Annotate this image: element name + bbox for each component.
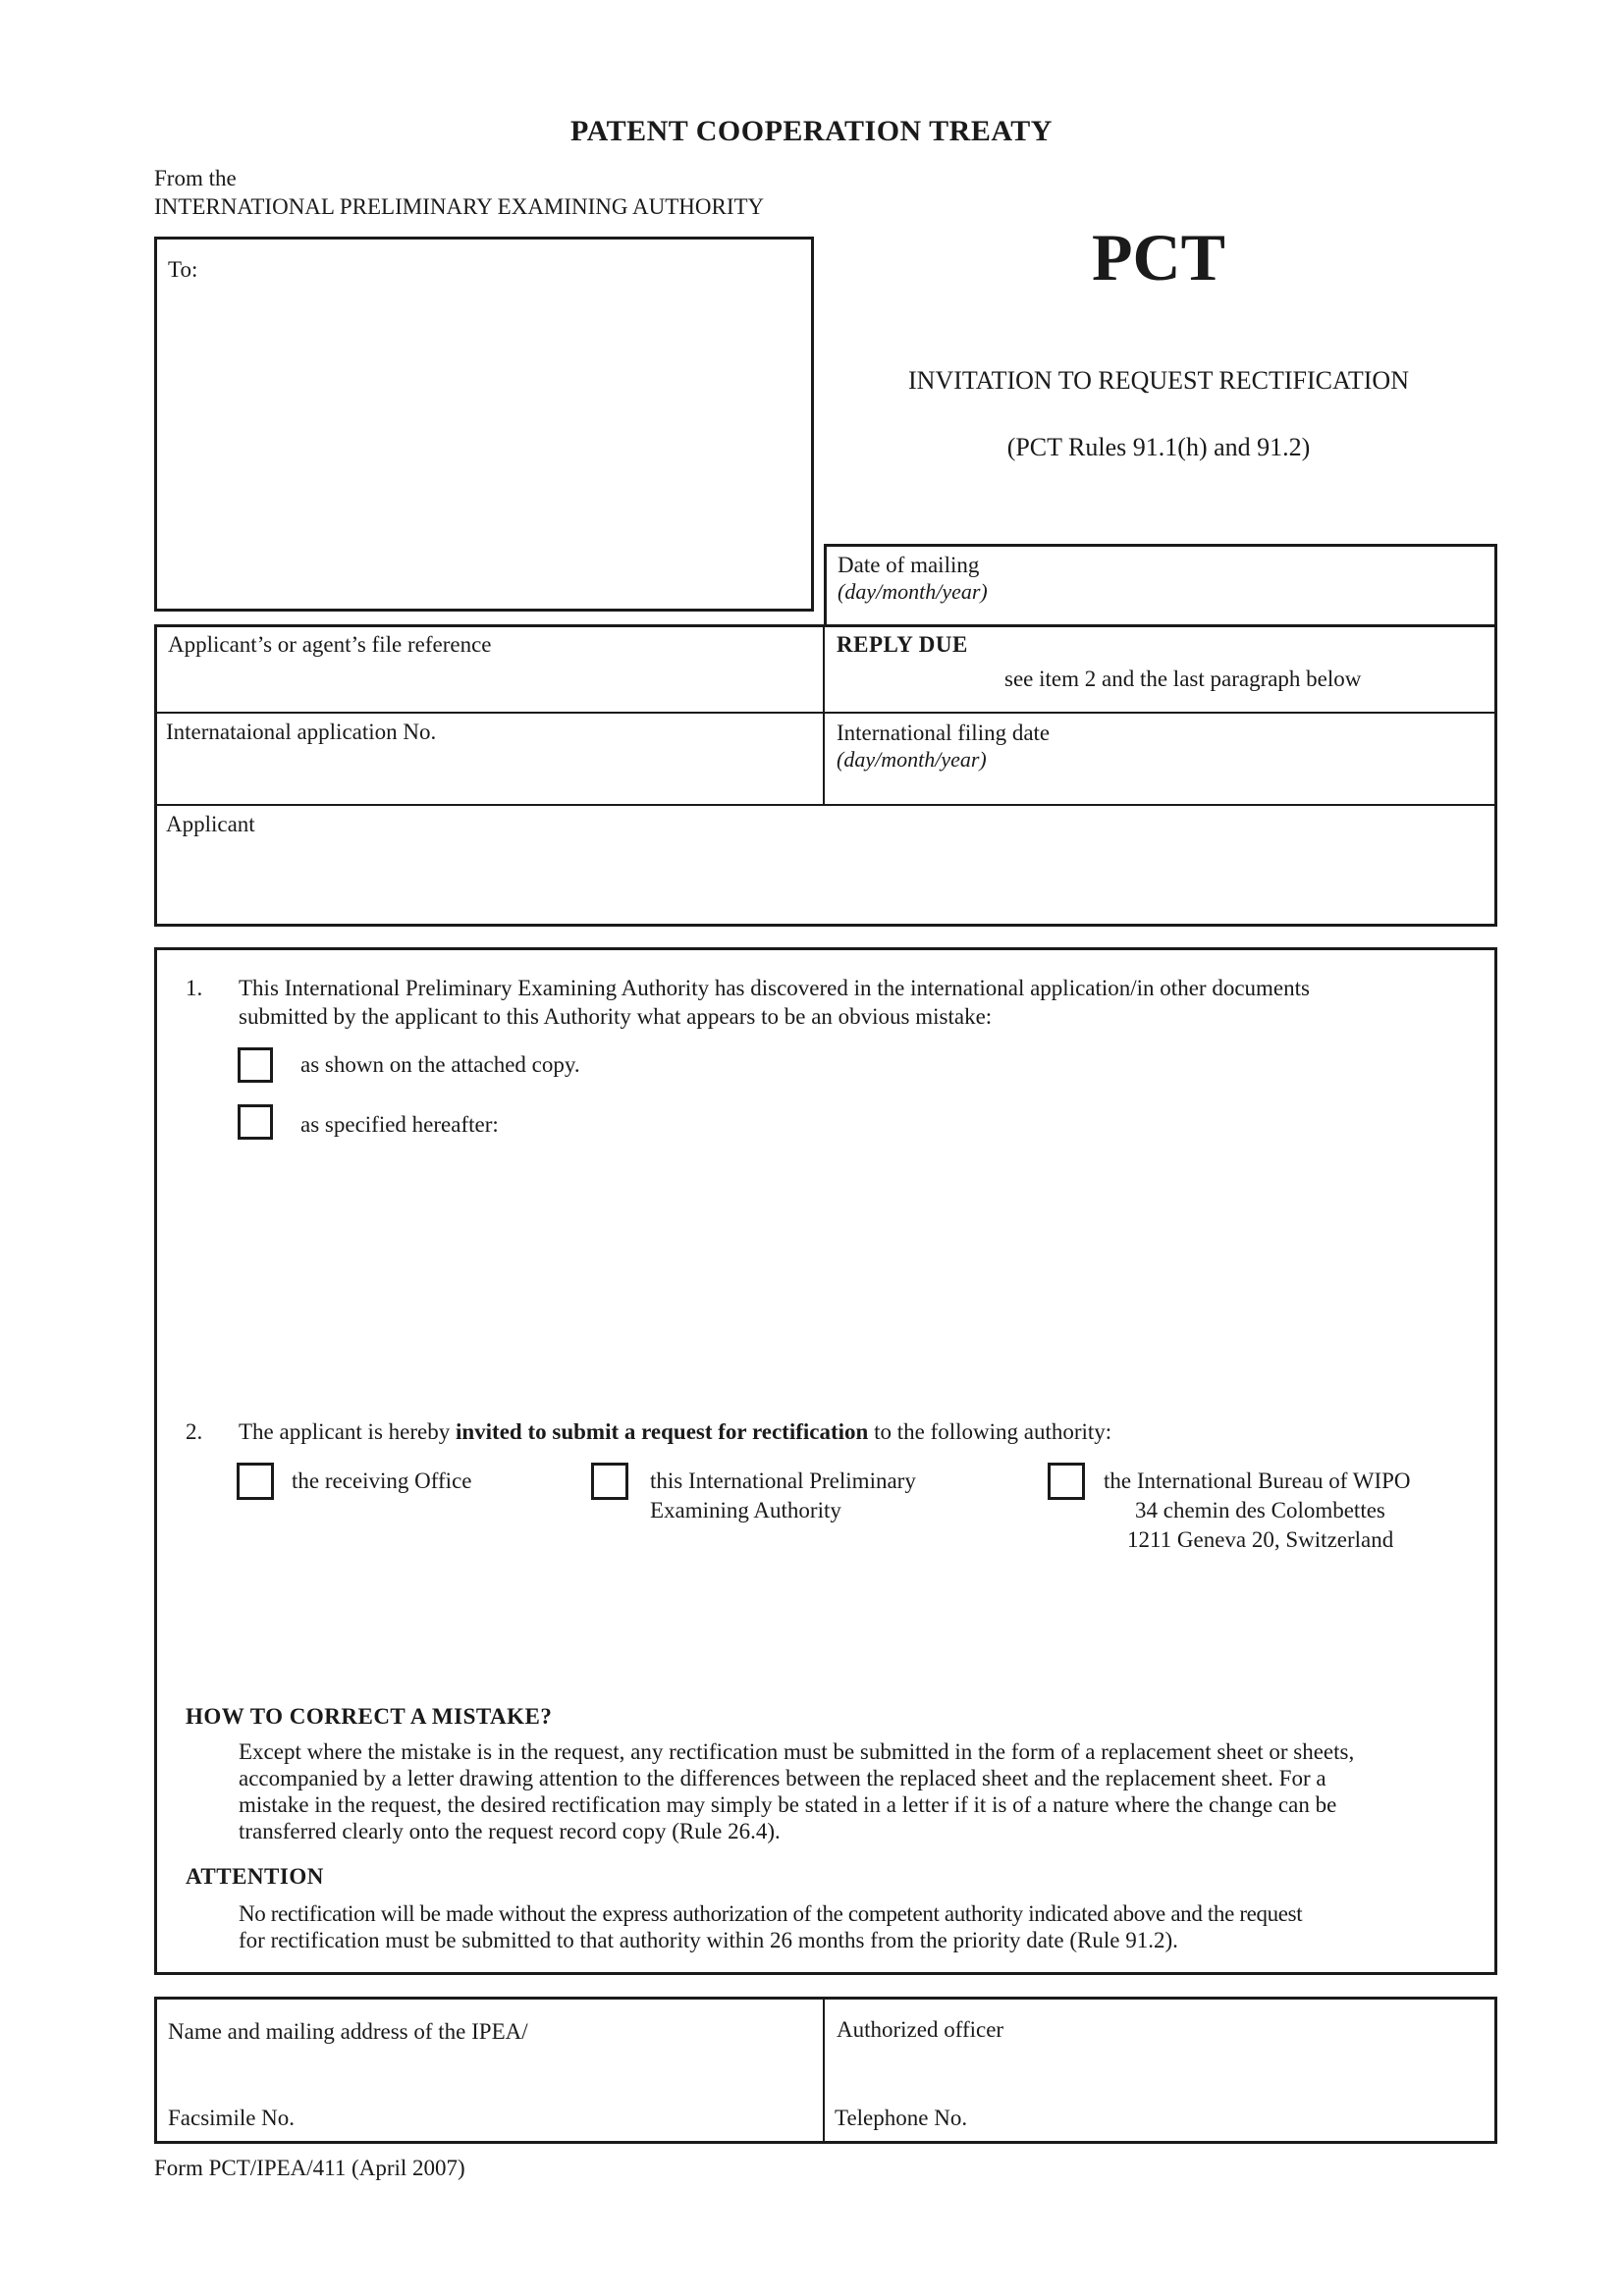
label-ib-line-3: 1211 Geneva 20, Switzerland xyxy=(1127,1527,1394,1552)
label-ib-line-1: the International Bureau of WIPO xyxy=(1104,1468,1411,1493)
label-ipea-line-2: Examining Authority xyxy=(650,1498,841,1522)
item-1-number: 1. xyxy=(186,976,203,1000)
item-2-number: 2. xyxy=(186,1419,203,1444)
checkbox-attached-copy[interactable] xyxy=(238,1047,273,1083)
checkbox-specified-hereafter[interactable] xyxy=(238,1104,273,1140)
grid-divider-1 xyxy=(154,712,1497,714)
facsimile-field[interactable]: Facsimile No. xyxy=(168,2106,296,2130)
application-no-field[interactable]: Internataional application No. xyxy=(166,720,437,744)
label-receiving-office: the receiving Office xyxy=(292,1468,472,1493)
from-line-2: INTERNATIONAL PRELIMINARY EXAMINING AUTHORITY xyxy=(154,194,765,219)
howto-line-3: mistake in the request, the desired rectification may simply be stated in a letter if it is of a nature where the change can be xyxy=(239,1792,1337,1817)
checkbox-international-bureau[interactable] xyxy=(1048,1463,1085,1500)
item-2-text-bold: invited to submit a request for rectification xyxy=(455,1419,869,1444)
ipea-address-field[interactable]: Name and mailing address of the IPEA/ xyxy=(168,2019,528,2044)
grid-divider-2 xyxy=(154,804,1497,806)
item-2-text-after: to the following authority: xyxy=(868,1419,1112,1444)
checkbox-ipea[interactable] xyxy=(591,1463,628,1500)
filing-date-format: (day/month/year) xyxy=(837,747,987,772)
treaty-title: PATENT COOPERATION TREATY xyxy=(570,115,1053,147)
form-rules: (PCT Rules 91.1(h) and 91.2) xyxy=(1006,433,1311,461)
form-identifier: Form PCT/IPEA/411 (April 2007) xyxy=(154,2156,465,2180)
to-address-box[interactable] xyxy=(154,237,814,612)
grid-vertical-divider xyxy=(823,624,825,805)
label-specified-hereafter: as specified hereafter: xyxy=(300,1112,499,1137)
label-ipea-line-1: this International Preliminary xyxy=(650,1468,916,1493)
label-ib-line-2: 34 chemin des Colombettes xyxy=(1135,1498,1385,1522)
attention-heading: ATTENTION xyxy=(186,1864,324,1889)
howto-line-1: Except where the mistake is in the request, any rectification must be submitted in the form of a replacement sheet or sheets, xyxy=(239,1739,1355,1764)
checkbox-receiving-office[interactable] xyxy=(237,1463,274,1500)
date-of-mailing-format: (day/month/year) xyxy=(838,579,988,604)
applicant-field[interactable]: Applicant xyxy=(166,812,255,836)
footer-vertical-divider xyxy=(823,1997,825,2144)
filing-date-field[interactable]: International filing date xyxy=(837,721,1051,745)
attention-line-2: for rectification must be submitted to that authority within 26 months from the priority date (Rule 91.2). xyxy=(239,1928,1178,1952)
reply-due-note: see item 2 and the last paragraph below xyxy=(1004,667,1362,691)
authorized-officer-field[interactable]: Authorized officer xyxy=(837,2017,1004,2042)
from-line-1: From the xyxy=(154,166,237,190)
howto-heading: HOW TO CORRECT A MISTAKE? xyxy=(186,1704,553,1729)
label-attached-copy: as shown on the attached copy. xyxy=(300,1052,580,1077)
file-reference-field[interactable]: Applicant’s or agent’s file reference xyxy=(168,632,492,657)
item-1-text-line-2: submitted by the applicant to this Authority what appears to be an obvious mistake: xyxy=(239,1004,993,1029)
to-label: To: xyxy=(168,257,198,282)
howto-line-4: transferred clearly onto the request record copy (Rule 26.4). xyxy=(239,1819,781,1843)
telephone-field[interactable]: Telephone No. xyxy=(835,2106,968,2130)
howto-line-2: accompanied by a letter drawing attention to the differences between the replaced sheet and the replacement sheet. For a xyxy=(239,1766,1326,1790)
date-of-mailing-label: Date of mailing xyxy=(838,553,980,577)
attention-line-1: No rectification will be made without the express authorization of the competent authority indicated above and the request xyxy=(239,1901,1303,1926)
item-2-text-before: The applicant is hereby xyxy=(239,1419,456,1444)
form-title: INVITATION TO REQUEST RECTIFICATION xyxy=(908,366,1409,395)
item-1-text-line-1: This International Preliminary Examining Authority has discovered in the international application/in other documents xyxy=(239,976,1310,1000)
item-2-text xyxy=(239,1418,1111,1446)
pct-logo-text: PCT xyxy=(1092,220,1225,294)
reply-due-label: REPLY DUE xyxy=(837,632,968,657)
